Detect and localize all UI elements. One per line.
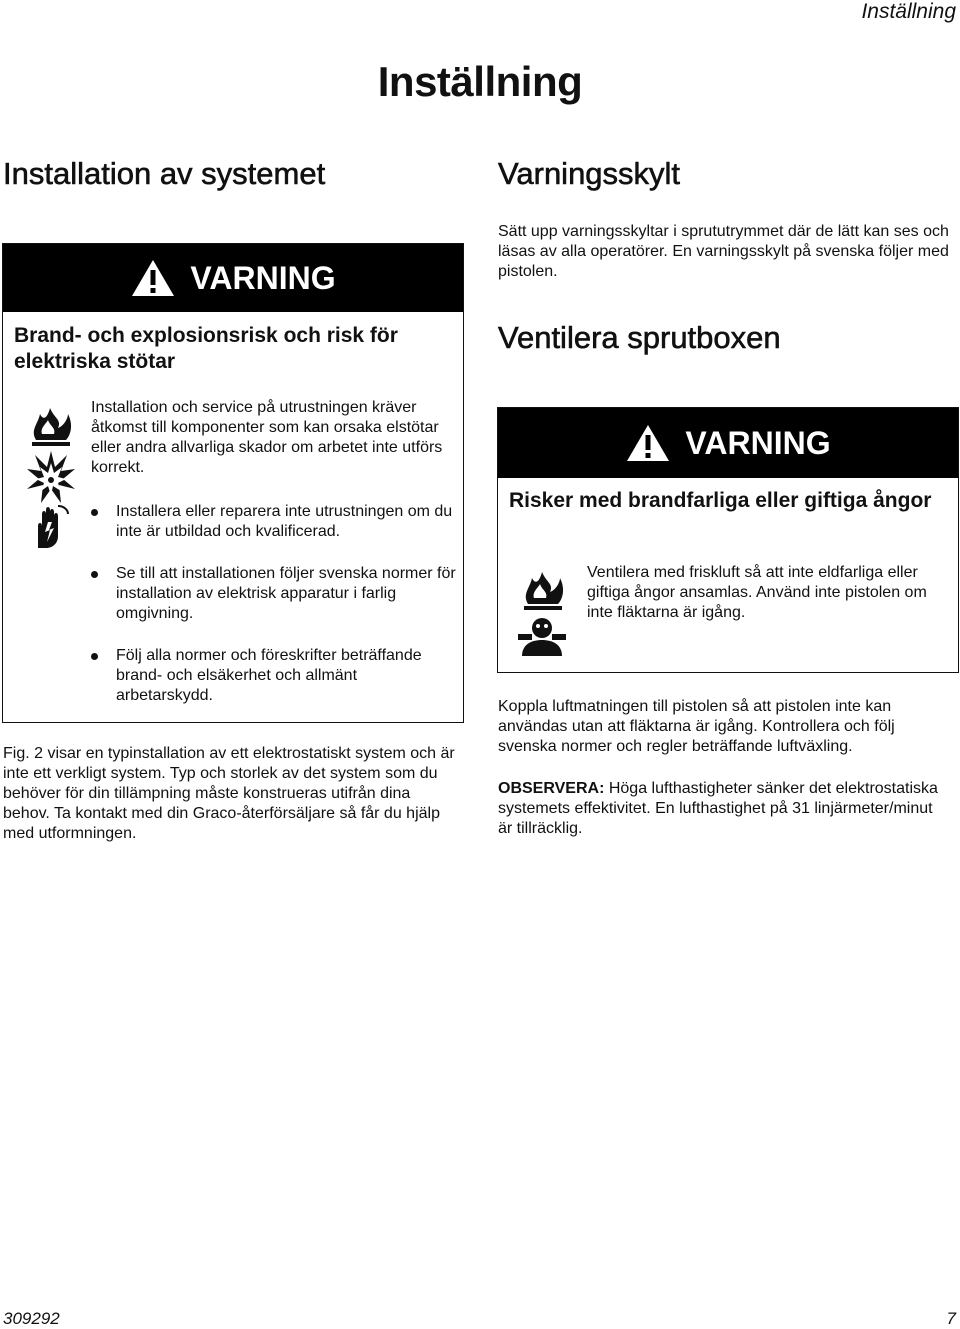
warning-text: Ventilera med friskluft så att inte eldfarliga eller giftiga ångor ansamlas. Använd inte pistolen om inte fläktarna är igång.: [587, 564, 927, 621]
warning-box-vapors: [497, 407, 959, 673]
section-title-warning-sign: Varningsskylt: [498, 156, 681, 191]
bullet-dot: [91, 653, 98, 660]
section-title-installation: Installation av systemet: [3, 156, 326, 191]
warning-banner-label: VARNING: [190, 259, 336, 296]
warning-triangle-icon: [130, 258, 176, 298]
warning-triangle-icon: [625, 423, 671, 463]
warning-intro: Installation och service på utrustningen kräver åtkomst till komponenter som kan orsaka elstötar eller andra allvarliga skador om arbetet inte utförs korrekt.: [91, 399, 443, 476]
page-title: Inställning: [377, 58, 583, 105]
warning-box-electrical: [2, 243, 464, 723]
warning-title: Brand- och explosionsrisk och risk för elektriska stötar: [14, 324, 398, 373]
fire-hazard-icon: [28, 404, 74, 448]
section-title-ventilate: Ventilera sprutboxen: [498, 320, 781, 355]
note-text: Höga lufthastigheter sänker det elektrostatiska systemets effektivitet. En lufthastighet på 31 linjärmeter/minut är tillräcklig.: [498, 780, 938, 837]
running-header: Inställning: [861, 0, 956, 23]
electric-shock-icon: [28, 502, 72, 550]
bullet-dot: [91, 509, 98, 516]
warning-bullet-item: Följ alla normer och föreskrifter beträffande brand- och elsäkerhet och allmänt arbetarskydd.: [91, 646, 456, 706]
note-paragraph: [498, 779, 950, 839]
installation-paragraph: Fig. 2 visar en typinstallation av ett elektrostatiskt system och är inte ett verkligt system. Typ och storlek av det system som du behöver för din tillämpning måste konstrueras utifrån dina behov. Ta kontakt med din Graco-återförsäljare så får du hjälp med utformningen.: [3, 745, 455, 842]
note-label: OBSERVERA:: [498, 780, 605, 797]
warning-banner: [3, 244, 463, 312]
warning-bullet-item: Installera eller reparera inte utrustningen om du inte är utbildad och kvalificerad.: [91, 502, 456, 542]
footer-doc-number: 309292: [3, 1309, 60, 1328]
warning-sign-text: Sätt upp varningsskyltar i sprututrymmet där de lätt kan ses och läsas av alla operatörer. En varningsskylt på svenska följer med pistolen.: [498, 223, 949, 280]
explosion-hazard-icon: [25, 449, 77, 505]
warning-title: Risker med brandfarliga eller giftiga ångor: [509, 489, 932, 512]
ventilate-paragraph: Koppla luftmatningen till pistolen så att pistolen inte kan användas utan att fläktarna är igång. Kontrollera och följ svenska normer och regler beträffande luftväxling.: [498, 698, 895, 755]
warning-bullet-item: Se till att installationen följer svenska normer för installation av elektrisk apparatur i farlig omgivning.: [91, 564, 456, 624]
warning-banner-label: VARNING: [685, 424, 831, 461]
bullet-dot: [91, 571, 98, 578]
toxic-fumes-icon: [518, 614, 566, 658]
footer-page-number: 7: [946, 1309, 956, 1328]
warning-bullet-list: [91, 502, 456, 728]
warning-banner: [498, 408, 958, 478]
fire-hazard-icon: [520, 568, 566, 612]
